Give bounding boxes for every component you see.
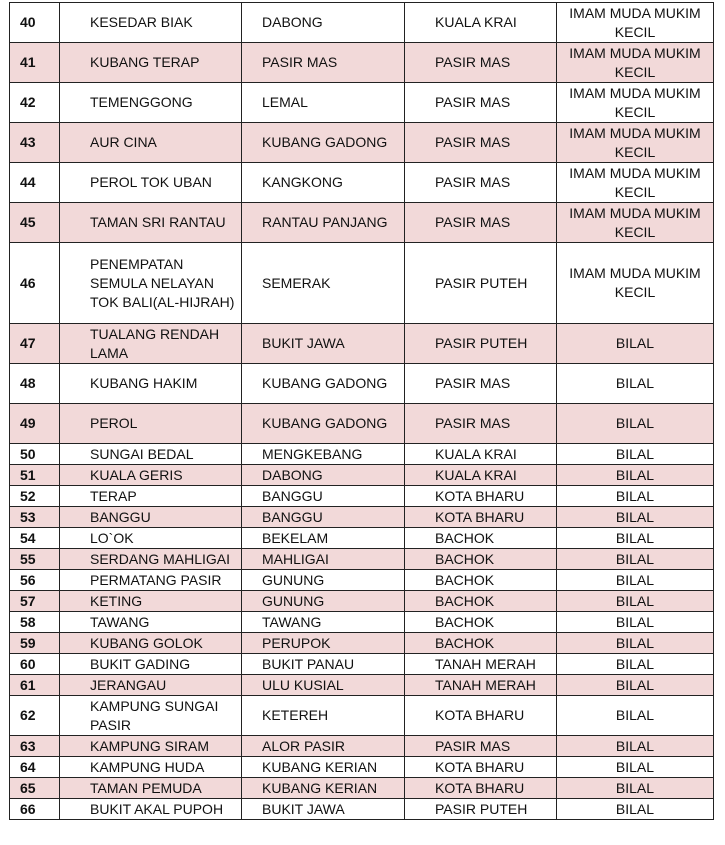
mukim-name: KUBANG GADONG xyxy=(242,404,405,444)
table-row xyxy=(10,507,714,528)
place-name: BANGGU xyxy=(60,507,242,528)
position-title: BILAL xyxy=(557,465,714,486)
position-title: IMAM MUDA MUKIM KECIL xyxy=(557,123,714,163)
district-name: PASIR MAS xyxy=(405,43,557,83)
place-name: PEROL xyxy=(60,404,242,444)
district-name: PASIR MAS xyxy=(405,123,557,163)
row-number: 60 xyxy=(10,654,60,675)
place-name: LO`OK xyxy=(60,528,242,549)
position-title: BILAL xyxy=(557,633,714,654)
table-row xyxy=(10,444,714,465)
position-title: BILAL xyxy=(557,486,714,507)
place-name: TERAP xyxy=(60,486,242,507)
district-name: TANAH MERAH xyxy=(405,675,557,696)
position-title: IMAM MUDA MUKIM KECIL xyxy=(557,243,714,324)
row-number: 53 xyxy=(10,507,60,528)
place-name: BUKIT GADING xyxy=(60,654,242,675)
table-row xyxy=(10,778,714,799)
place-name: JERANGAU xyxy=(60,675,242,696)
mukim-name: DABONG xyxy=(242,3,405,43)
place-name: KESEDAR BIAK xyxy=(60,3,242,43)
place-name: KAMPUNG SUNGAI PASIR xyxy=(60,696,242,736)
table-row xyxy=(10,591,714,612)
row-number: 44 xyxy=(10,163,60,203)
row-number: 54 xyxy=(10,528,60,549)
table-row xyxy=(10,163,714,203)
district-name: BACHOK xyxy=(405,633,557,654)
district-name: KOTA BHARU xyxy=(405,486,557,507)
place-name: SERDANG MAHLIGAI xyxy=(60,549,242,570)
table-row xyxy=(10,324,714,364)
place-name: KUBANG GOLOK xyxy=(60,633,242,654)
position-title: BILAL xyxy=(557,612,714,633)
table-row xyxy=(10,612,714,633)
row-number: 42 xyxy=(10,83,60,123)
district-name: PASIR MAS xyxy=(405,203,557,243)
table-row xyxy=(10,404,714,444)
position-title: BILAL xyxy=(557,696,714,736)
row-number: 57 xyxy=(10,591,60,612)
mukim-name: TAWANG xyxy=(242,612,405,633)
table-row xyxy=(10,43,714,83)
position-title: IMAM MUDA MUKIM KECIL xyxy=(557,163,714,203)
row-number: 40 xyxy=(10,3,60,43)
place-name: KUBANG HAKIM xyxy=(60,364,242,404)
place-name: KAMPUNG HUDA xyxy=(60,757,242,778)
position-title: BILAL xyxy=(557,324,714,364)
mukim-name: BANGGU xyxy=(242,486,405,507)
mukim-name: RANTAU PANJANG xyxy=(242,203,405,243)
district-name: KUALA KRAI xyxy=(405,3,557,43)
table-row xyxy=(10,243,714,324)
mukim-name: SEMERAK xyxy=(242,243,405,324)
row-number: 59 xyxy=(10,633,60,654)
mukim-name: GUNUNG xyxy=(242,570,405,591)
table-row xyxy=(10,465,714,486)
records-table xyxy=(9,2,714,820)
place-name: PENEMPATAN SEMULA NELAYAN TOK BALI(AL-HIJRAH) xyxy=(60,243,242,324)
position-title: BILAL xyxy=(557,507,714,528)
district-name: PASIR MAS xyxy=(405,736,557,757)
place-name: KAMPUNG SIRAM xyxy=(60,736,242,757)
place-name: TUALANG RENDAH LAMA xyxy=(60,324,242,364)
mukim-name: PERUPOK xyxy=(242,633,405,654)
mukim-name: DABONG xyxy=(242,465,405,486)
place-name: BUKIT AKAL PUPOH xyxy=(60,799,242,820)
district-name: BACHOK xyxy=(405,528,557,549)
table-row xyxy=(10,549,714,570)
district-name: PASIR MAS xyxy=(405,364,557,404)
mukim-name: BUKIT JAWA xyxy=(242,324,405,364)
position-title: IMAM MUDA MUKIM KECIL xyxy=(557,43,714,83)
table-row xyxy=(10,736,714,757)
table-row xyxy=(10,799,714,820)
row-number: 45 xyxy=(10,203,60,243)
place-name: TEMENGGONG xyxy=(60,83,242,123)
mukim-name: KUBANG GADONG xyxy=(242,123,405,163)
position-title: BILAL xyxy=(557,404,714,444)
mukim-name: KUBANG GADONG xyxy=(242,364,405,404)
district-name: KUALA KRAI xyxy=(405,444,557,465)
row-number: 43 xyxy=(10,123,60,163)
row-number: 64 xyxy=(10,757,60,778)
district-name: PASIR PUTEH xyxy=(405,324,557,364)
place-name: KUALA GERIS xyxy=(60,465,242,486)
row-number: 61 xyxy=(10,675,60,696)
mukim-name: ALOR PASIR xyxy=(242,736,405,757)
position-title: BILAL xyxy=(557,528,714,549)
district-name: PASIR MAS xyxy=(405,83,557,123)
table-row xyxy=(10,486,714,507)
table-row xyxy=(10,696,714,736)
position-title: BILAL xyxy=(557,570,714,591)
table-row xyxy=(10,528,714,549)
position-title: IMAM MUDA MUKIM KECIL xyxy=(557,203,714,243)
row-number: 49 xyxy=(10,404,60,444)
mukim-name: BUKIT PANAU xyxy=(242,654,405,675)
row-number: 47 xyxy=(10,324,60,364)
mukim-name: MENGKEBANG xyxy=(242,444,405,465)
district-name: BACHOK xyxy=(405,591,557,612)
place-name: TAMAN PEMUDA xyxy=(60,778,242,799)
table-row xyxy=(10,757,714,778)
district-name: PASIR MAS xyxy=(405,404,557,444)
row-number: 58 xyxy=(10,612,60,633)
mukim-name: ULU KUSIAL xyxy=(242,675,405,696)
district-name: KOTA BHARU xyxy=(405,696,557,736)
position-title: BILAL xyxy=(557,778,714,799)
position-title: BILAL xyxy=(557,675,714,696)
district-name: TANAH MERAH xyxy=(405,654,557,675)
table-row xyxy=(10,203,714,243)
mukim-name: GUNUNG xyxy=(242,591,405,612)
mukim-name: MAHLIGAI xyxy=(242,549,405,570)
position-title: BILAL xyxy=(557,736,714,757)
district-name: BACHOK xyxy=(405,570,557,591)
position-title: IMAM MUDA MUKIM KECIL xyxy=(557,3,714,43)
row-number: 65 xyxy=(10,778,60,799)
place-name: PEROL TOK UBAN xyxy=(60,163,242,203)
position-title: IMAM MUDA MUKIM KECIL xyxy=(557,83,714,123)
table-row xyxy=(10,570,714,591)
mukim-name: KETEREH xyxy=(242,696,405,736)
mukim-name: BANGGU xyxy=(242,507,405,528)
table-row xyxy=(10,123,714,163)
table-row xyxy=(10,633,714,654)
place-name: KUBANG TERAP xyxy=(60,43,242,83)
row-number: 66 xyxy=(10,799,60,820)
table-row xyxy=(10,654,714,675)
row-number: 48 xyxy=(10,364,60,404)
row-number: 62 xyxy=(10,696,60,736)
position-title: BILAL xyxy=(557,364,714,404)
position-title: BILAL xyxy=(557,799,714,820)
position-title: BILAL xyxy=(557,444,714,465)
district-name: KOTA BHARU xyxy=(405,778,557,799)
mukim-name: KUBANG KERIAN xyxy=(242,757,405,778)
row-number: 41 xyxy=(10,43,60,83)
place-name: TAMAN SRI RANTAU xyxy=(60,203,242,243)
mukim-name: KUBANG KERIAN xyxy=(242,778,405,799)
position-title: BILAL xyxy=(557,654,714,675)
position-title: BILAL xyxy=(557,549,714,570)
table-row xyxy=(10,675,714,696)
district-name: PASIR MAS xyxy=(405,163,557,203)
row-number: 63 xyxy=(10,736,60,757)
place-name: KETING xyxy=(60,591,242,612)
mukim-name: KANGKONG xyxy=(242,163,405,203)
place-name: TAWANG xyxy=(60,612,242,633)
place-name: SUNGAI BEDAL xyxy=(60,444,242,465)
row-number: 55 xyxy=(10,549,60,570)
district-name: BACHOK xyxy=(405,549,557,570)
table-row xyxy=(10,3,714,43)
mukim-name: PASIR MAS xyxy=(242,43,405,83)
district-name: KOTA BHARU xyxy=(405,507,557,528)
district-name: KOTA BHARU xyxy=(405,757,557,778)
mukim-name: BUKIT JAWA xyxy=(242,799,405,820)
district-name: BACHOK xyxy=(405,612,557,633)
table-row xyxy=(10,364,714,404)
mukim-name: LEMAL xyxy=(242,83,405,123)
place-name: PERMATANG PASIR xyxy=(60,570,242,591)
row-number: 56 xyxy=(10,570,60,591)
table-row xyxy=(10,83,714,123)
position-title: BILAL xyxy=(557,757,714,778)
table-body xyxy=(10,3,714,820)
place-name: AUR CINA xyxy=(60,123,242,163)
row-number: 46 xyxy=(10,243,60,324)
row-number: 51 xyxy=(10,465,60,486)
district-name: PASIR PUTEH xyxy=(405,799,557,820)
district-name: KUALA KRAI xyxy=(405,465,557,486)
row-number: 50 xyxy=(10,444,60,465)
district-name: PASIR PUTEH xyxy=(405,243,557,324)
mukim-name: BEKELAM xyxy=(242,528,405,549)
row-number: 52 xyxy=(10,486,60,507)
position-title: BILAL xyxy=(557,591,714,612)
